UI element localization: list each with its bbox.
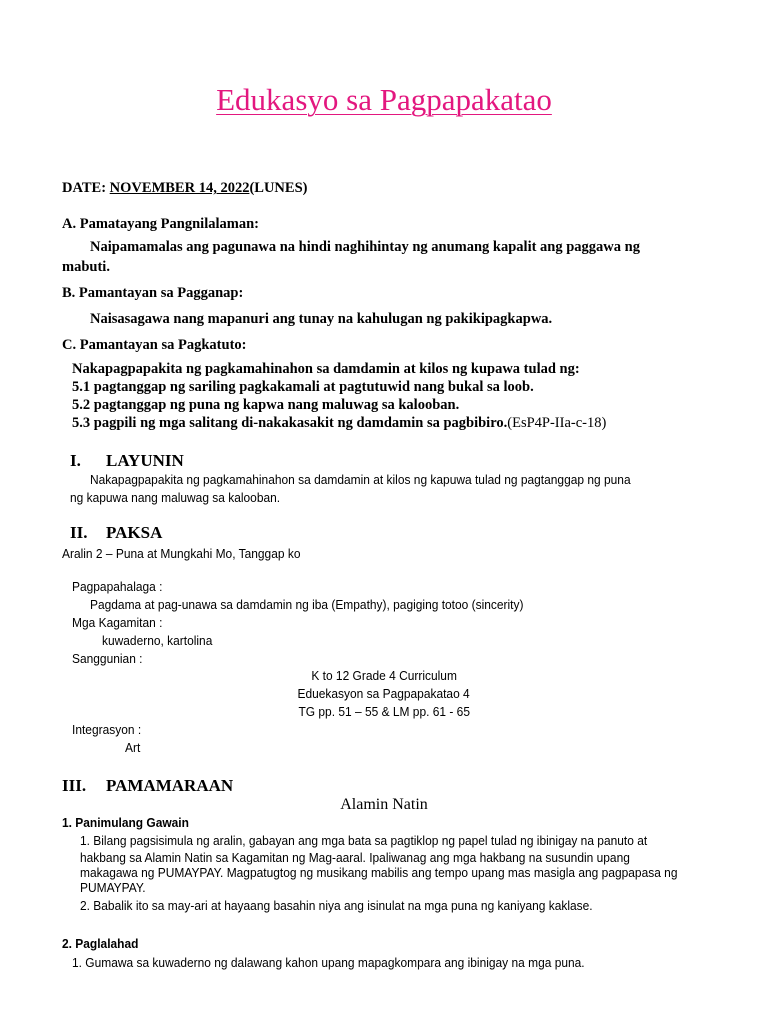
document-title: Edukasyo sa Pagpapakatao [216,82,552,117]
aralin-title: Aralin 2 – Puna at Mungkahi Mo, Tanggap ko [62,546,301,561]
alamin-natin-subheading: Alamin Natin [340,796,428,813]
integrasyon-value: Art [125,740,141,755]
section-c-heading: C. Pamantayan sa Pagkatuto: [62,337,247,353]
section-iii-number: III. [62,776,87,795]
date-line [62,180,307,197]
panimulang-line: 2. Babalik ito sa may-ari at hayaang basahin niya ang isinulat na mga puna ng kaniyang kaklase. [80,898,593,913]
competency-code: (EsP4P-IIa-c-18) [507,415,607,431]
paglalahad-line: 1. Gumawa sa kuwaderno ng dalawang kahon upang mapagkompara ang ibinigay na mga puna. [72,955,585,970]
sanggunian-line [0,686,768,701]
sanggunian-text: TG pp. 51 – 55 & LM pp. 61 - 65 [298,704,470,719]
sanggunian-text: K to 12 Grade 4 Curriculum [311,668,457,683]
paglalahad-heading: 2. Paglalahad [62,936,139,951]
section-b-heading: B. Pamantayan sa Pagganap: [62,285,244,301]
integrasyon-label: Integrasyon : [72,722,142,737]
pagpapahalaga-label: Pagpapahalaga : [72,579,163,594]
date-value: NOVEMBER 14, 2022 [109,180,250,196]
section-b-text: Naisasagawa nang mapanuri ang tunay na kahulugan ng pakikipagkapwa. [90,311,553,327]
panimulang-line: 1. Bilang pagsisimula ng aralin, gabayan ang mga bata sa pagtiklop ng papel tulad ng ibinigay na panuto at [80,833,648,848]
section-c-line [72,415,606,432]
sanggunian-line [0,668,768,683]
pagpapahalaga-value: Pagdama at pag-unawa sa damdamin ng iba (Empathy), pagiging totoo (sincerity) [90,597,524,612]
panimulang-line: makagawa ng PUMAYPAY. Magpatugtog ng musikang mabilis ang tempo upang mas masigla ang pagpapasa ng [80,865,678,880]
layunin-text-line2: ng kapuwa nang maluwag sa kalooban. [70,490,281,505]
section-i-heading: LAYUNIN [106,451,184,470]
section-c-line: 5.2 pagtanggap ng puna ng kapwa nang maluwag sa kalooban. [72,397,460,413]
date-day: (LUNES) [249,180,308,196]
section-a-text-line2: mabuti. [62,259,110,275]
panimulang-line: hakbang sa Alamin Natin sa Kagamitan ng Mag-aaral. Ipaliwanag ang mga hakbang na susundin upang [80,850,630,865]
section-c-line: Nakapagpapakita ng pagkamahinahon sa damdamin at kilos ng kupawa tulad ng: [72,361,580,377]
kagamitan-label: Mga Kagamitan : [72,615,163,630]
section-iii-heading: PAMAMARAAN [106,776,234,795]
section-c-line-text: 5.3 pagpili ng mga salitang di-nakakasakit ng damdamin sa pagbibiro. [72,415,508,431]
sanggunian-text: Eduekasyon sa Pagpapakatao 4 [297,686,471,701]
panimulang-line: PUMAYPAY. [80,880,146,895]
panimulang-gawain-heading: 1. Panimulang Gawain [62,815,189,830]
layunin-text-line1: Nakapagpapakita ng pagkamahinahon sa damdamin at kilos ng kapuwa tulad ng pagtanggap ng puna [90,472,631,487]
kagamitan-value: kuwaderno, kartolina [102,633,213,648]
section-a-text-line1: Naipamamalas ang pagunawa na hindi naghihintay ng anumang kapalit ang paggawa ng [90,239,640,255]
section-a-heading: A. Pamatayang Pangnilalaman: [62,216,259,232]
sanggunian-label: Sanggunian : [72,651,143,666]
section-ii-number: II. [70,523,88,542]
sanggunian-line [0,704,768,719]
section-c-line: 5.1 pagtanggap ng sariling pagkakamali at pagtutuwid nang bukal sa loob. [72,379,534,395]
section-i-number: I. [70,451,81,470]
date-label: DATE: [62,180,107,196]
section-ii-heading: PAKSA [106,523,163,542]
